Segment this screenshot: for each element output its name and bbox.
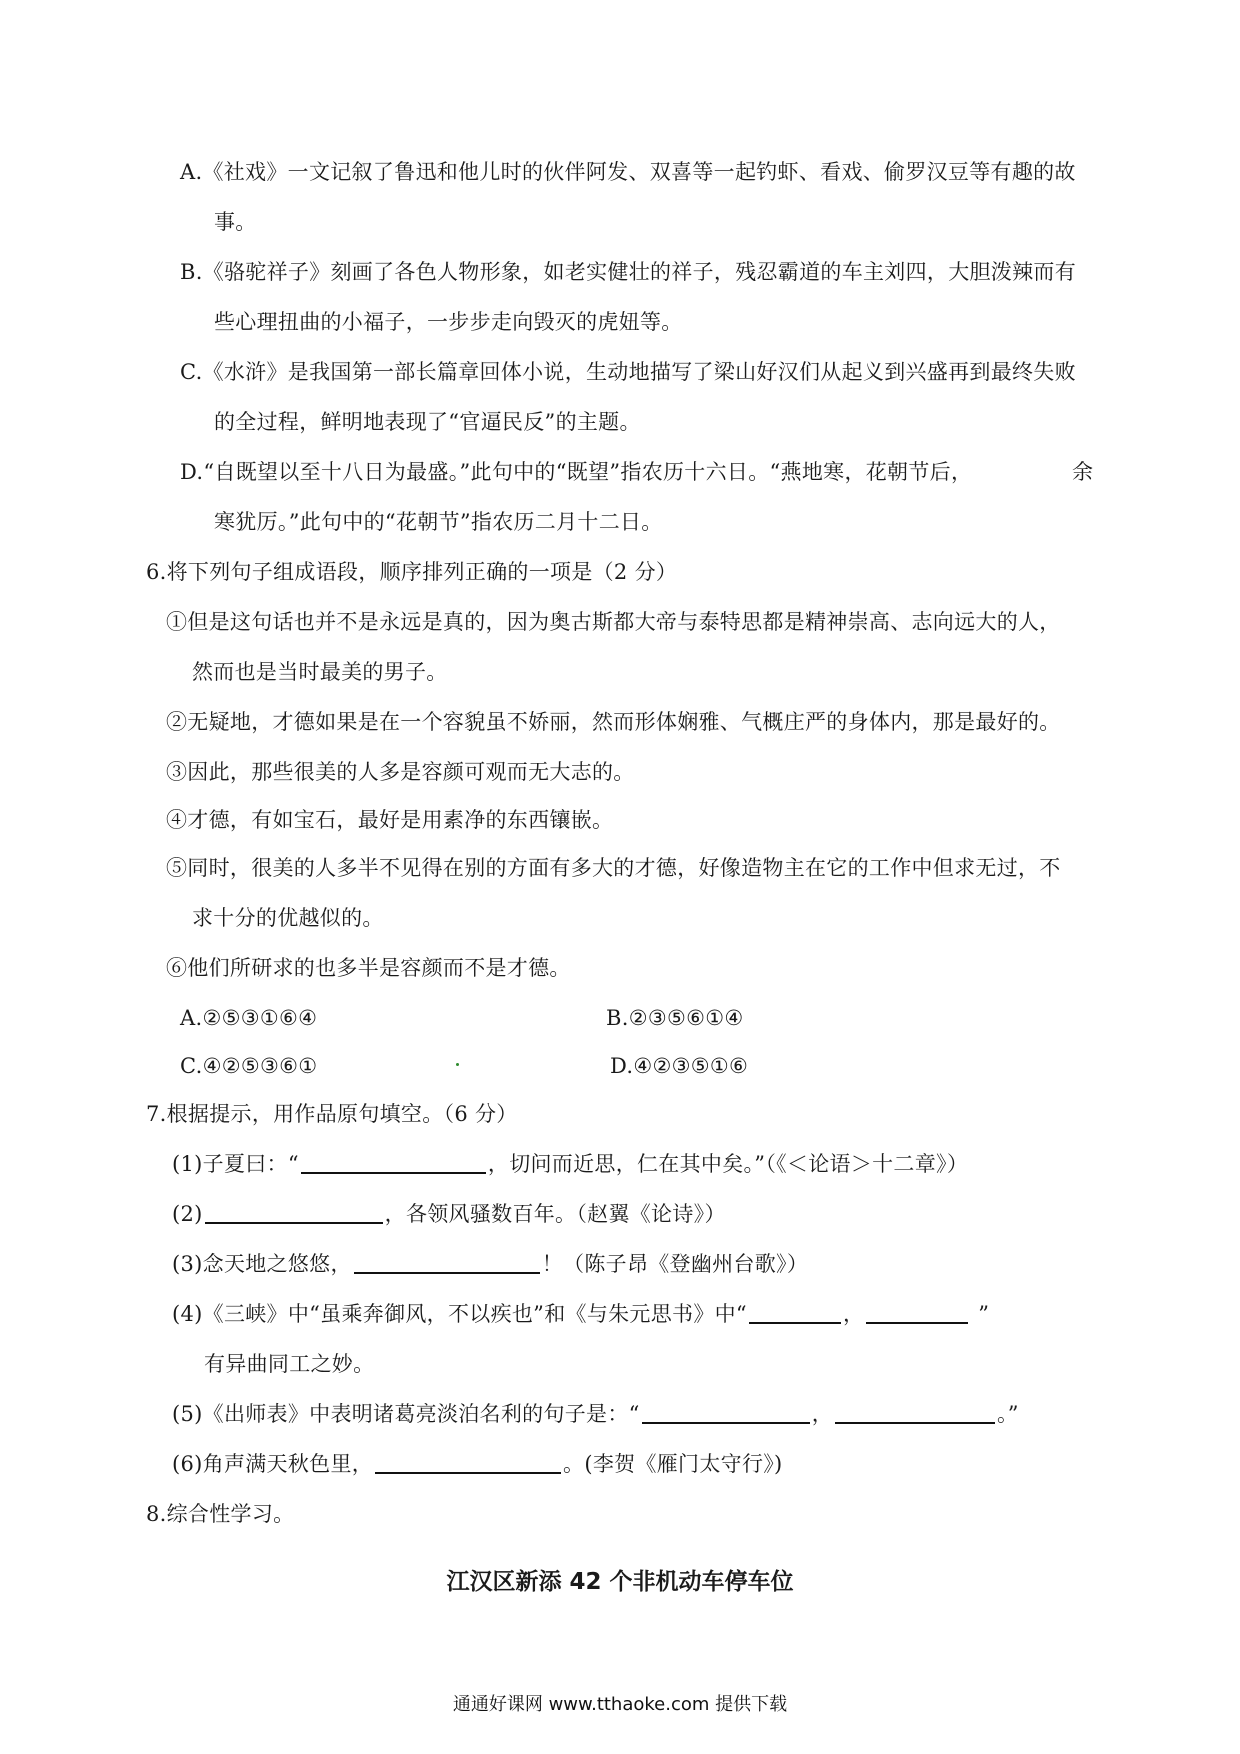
- q7-item-5-blank-1[interactable]: [642, 1400, 810, 1424]
- q6-sentence-1-line1: ①但是这句话也并不是永远是真的，因为奥古斯都大帝与泰特思都是精神崇高、志向远大的人，: [166, 610, 1061, 634]
- q7-item-4-blank-2[interactable]: [866, 1300, 968, 1324]
- q6-sentence-6: ⑥他们所研求的也多半是容颜而不是才德。: [166, 956, 571, 980]
- q7-item-1-blank[interactable]: [301, 1150, 486, 1174]
- q6-sentence-5-line2: 求十分的优越似的。: [192, 906, 384, 930]
- q7-item-2-suffix: ，各领风骚数百年。（赵翼《论诗》）: [384, 1202, 726, 1226]
- q6-option-a: A.②⑤③①⑥④: [180, 1006, 318, 1030]
- q6-option-b: B.②③⑤⑥①④: [606, 1006, 744, 1030]
- q5-option-d-line2: 寒犹厉。”此句中的“花朝节”指农历二月十二日。: [214, 510, 663, 534]
- q7-item-6: [172, 1449, 783, 1479]
- q7-item-4: [172, 1299, 989, 1329]
- q6-sentence-1-line2: 然而也是当时最美的男子。: [192, 660, 448, 684]
- q7-item-4-blank-1[interactable]: [749, 1300, 841, 1324]
- q7-item-1-prefix: (1)子夏曰：“: [172, 1152, 299, 1176]
- q6-option-c: C.④②⑤③⑥①: [180, 1054, 318, 1078]
- q6-sentence-2: ②无疑地，才德如果是在一个容貌虽不娇丽，然而形体娴雅、气概庄严的身体内，那是最好的。: [166, 710, 1061, 734]
- scan-speck: [456, 1063, 459, 1066]
- q6-sentence-4: ④才德，有如宝石，最好是用素净的东西镶嵌。: [166, 808, 614, 832]
- q5-option-b-line2: 些心理扭曲的小福子，一步步走向毁灭的虎妞等。: [214, 310, 683, 334]
- q7-item-5: [172, 1399, 1019, 1429]
- q7-item-6-blank[interactable]: [375, 1450, 561, 1474]
- q5-option-c-line2: 的全过程，鲜明地表现了“官逼民反”的主题。: [214, 410, 641, 434]
- q6-sentence-5-line1: ⑤同时，很美的人多半不见得在别的方面有多大的才德，好像造物主在它的工作中但求无过，不: [166, 856, 1061, 880]
- q7-item-6-suffix: 。(李贺《雁门太守行》): [563, 1452, 783, 1476]
- q7-item-4-line2: 有异曲同工之妙。: [204, 1352, 375, 1376]
- q7-item-2: [172, 1199, 726, 1229]
- q7-item-6-prefix: (6)角声满天秋色里，: [172, 1452, 374, 1476]
- q5-option-b-line1: B.《骆驼祥子》刻画了各色人物形象，如老实健壮的祥子，残忍霸道的车主刘四，大胆泼辣而有: [180, 260, 1077, 284]
- q7-item-3: [172, 1249, 808, 1279]
- q8-stem: 8.综合性学习。: [146, 1502, 295, 1526]
- q7-item-5-suffix: 。”: [997, 1402, 1019, 1426]
- q7-item-5-blank-2[interactable]: [835, 1400, 995, 1424]
- q7-item-2-blank[interactable]: [205, 1200, 383, 1224]
- q7-item-5-separator: ，: [811, 1402, 833, 1426]
- q5-option-c-line1: C.《水浒》是我国第一部长篇章回体小说，生动地描写了梁山好汉们从起义到兴盛再到最终失败: [180, 360, 1076, 384]
- q6-option-d: D.④②③⑤①⑥: [610, 1054, 749, 1078]
- q5-option-d-line1-tail: 余: [1072, 460, 1094, 484]
- q7-item-2-prefix: (2): [172, 1202, 203, 1226]
- q7-item-3-prefix: (3)念天地之悠悠，: [172, 1252, 352, 1276]
- q7-item-4-suffix: ”: [978, 1302, 990, 1326]
- q5-option-a-line2: 事。: [214, 210, 257, 234]
- page-footer: 通通好课网 www.tthaoke.com 提供下载: [452, 1694, 788, 1715]
- q7-item-3-suffix: ！（陈子昂《登幽州台歌》）: [541, 1252, 809, 1276]
- q7-item-4-separator: ，: [842, 1302, 865, 1326]
- q8-article-title: 江汉区新添 42 个非机动车停车位: [446, 1569, 794, 1595]
- q7-stem: 7.根据提示，用作品原句填空。（6 分）: [146, 1102, 518, 1126]
- q6-sentence-3: ③因此，那些很美的人多是容颜可观而无大志的。: [166, 760, 635, 784]
- q5-option-d-line1: D.“自既望以至十八日为最盛。”此句中的“既望”指农历十六日。“燕地寒，花朝节后，: [180, 460, 973, 484]
- q7-item-1: [172, 1149, 968, 1179]
- q6-stem: 6.将下列句子组成语段，顺序排列正确的一项是（2 分）: [146, 560, 678, 584]
- q5-option-a-line1: A.《社戏》一文记叙了鲁迅和他儿时的伙伴阿发、双喜等一起钓虾、看戏、偷罗汉豆等有趣的故: [180, 160, 1076, 184]
- q7-item-1-suffix: ，切问而近思，仁在其中矣。”（《＜论语＞十二章》）: [487, 1152, 969, 1176]
- q7-item-3-blank[interactable]: [354, 1250, 540, 1274]
- q7-item-5-prefix: (5)《出师表》中表明诸葛亮淡泊名利的句子是：“: [172, 1402, 640, 1426]
- q7-item-4-prefix: (4)《三峡》中“虽乘奔御风，不以疾也”和《与朱元思书》中“: [172, 1302, 747, 1326]
